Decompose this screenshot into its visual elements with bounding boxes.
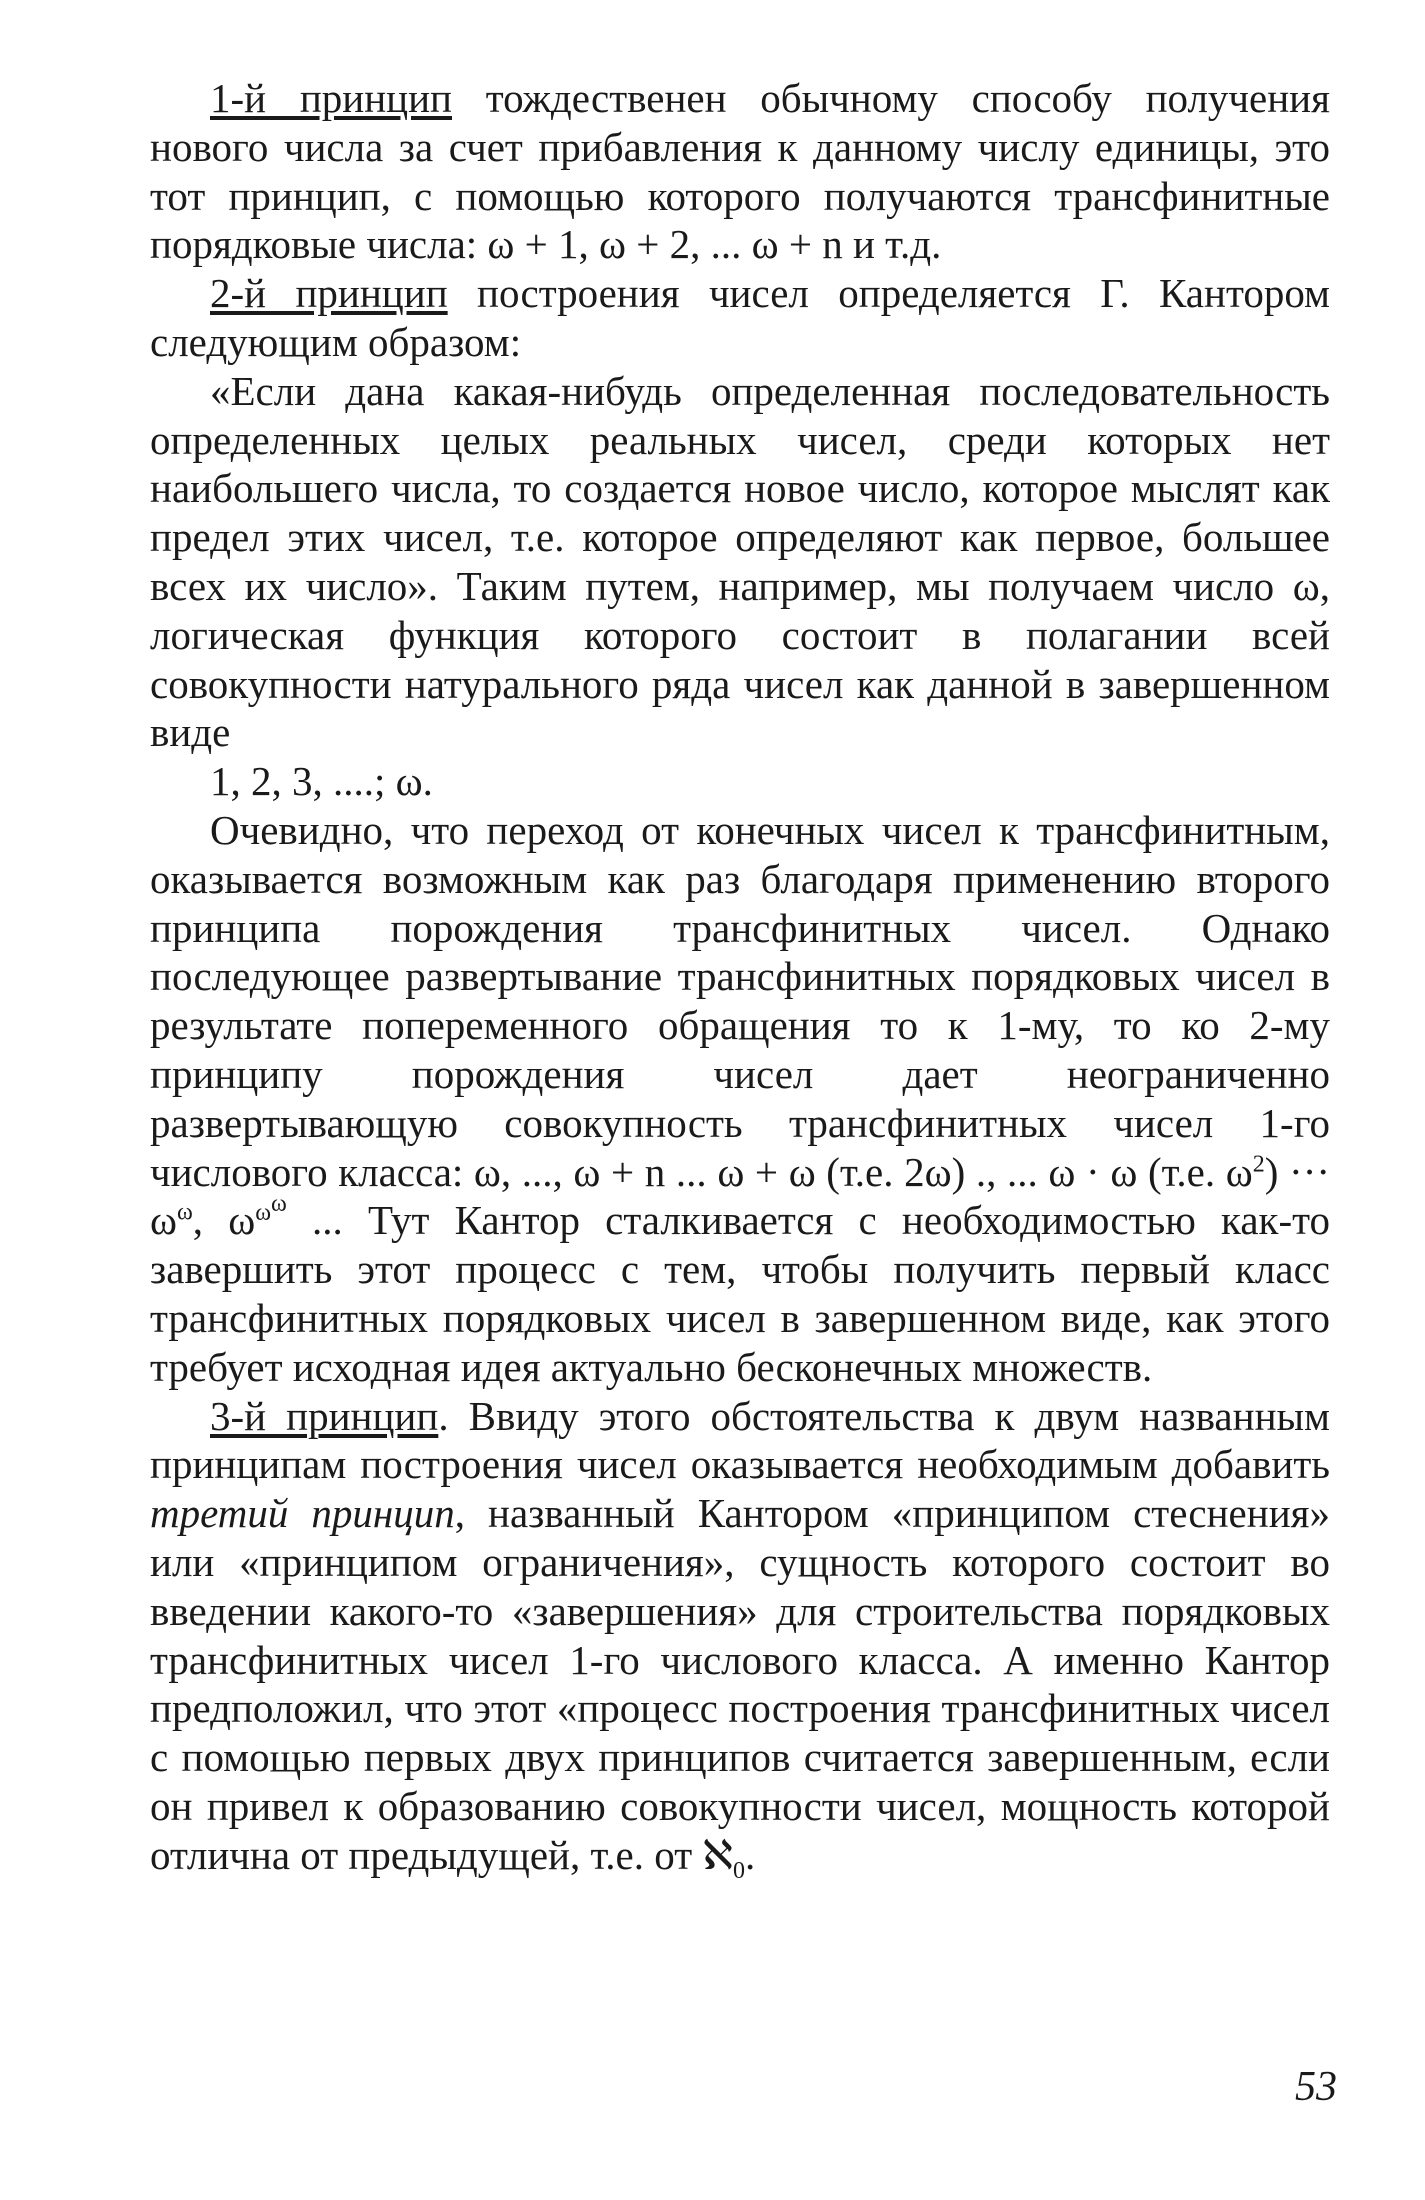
development-text-d: ... Тут Кантор сталкивается с необходимостью как-то завершить этот процесс с тем, чтобы получить первый класс трансфинитных порядковых чисел в завершенном виде, как этого требует исходная идея актуально бесконечных множеств. <box>150 1197 1330 1390</box>
omega-square-exponent: 2 <box>1252 1150 1265 1177</box>
third-principle-italic: третий принцип <box>150 1490 455 1537</box>
natural-sequence: 1, 2, 3, ....; ω. <box>210 758 433 805</box>
aleph-subscript: 0 <box>732 1857 745 1884</box>
second-principle-label: 2-й принцип <box>210 270 448 317</box>
third-principle-text-b: , названный Кантором «принципом стеснения» или «принципом ограничения», сущность которого состоит во введении какого-то «завершения» для строительства порядковых трансфинитных чисел 1-го числового класса. А именно Кантор предположил, что этот «процесс построения трансфинитных чисел с помощью первых двух принципов считается завершенным, если он привел к образованию совокупности чисел, мощность которой отлична от предыдущей, т.е. от ℵ <box>150 1490 1330 1878</box>
paragraph-second-principle <box>150 269 1330 367</box>
development-text-c: , ω <box>192 1197 256 1244</box>
first-principle-text: тождественен обычному способу получения нового числа за счет прибавления к данному числу единицы, это тот принцип, с помощью которого получаются трансфинитные порядковые числа: ω + 1, ω + 2, ... ω + n и т.д. <box>150 75 1330 268</box>
page-body <box>150 74 1330 2154</box>
first-principle-label: 1-й принцип <box>210 75 452 121</box>
omega-tower-exponent-top: ω <box>271 1190 287 1217</box>
omega-power-exponent: ω <box>177 1199 193 1226</box>
second-principle-text: построения чисел определяется Г. Кантором следующим образом: <box>150 270 1330 365</box>
third-principle-label: 3-й принцип <box>210 1392 439 1439</box>
page-number: 53 <box>1295 2064 1337 2110</box>
paragraph-transfinite-development <box>150 806 1330 1392</box>
development-text-a: Очевидно, что переход от конечных чисел к трансфинитным, оказывается возможным как раз благодаря применению второго принципа порождения трансфинитных чисел. Однако последующее развертывание трансфинитных порядковых чисел в результате попеременного обращения то к 1-му, то ко 2-му принципу порождения чисел дает неограниченно развертывающую совокупность трансфинитных чисел 1-го числового класса: ω, ..., ω + n ... ω + ω (т.е. 2ω) ., ... ω · ω (т.е. ω <box>150 806 1330 1195</box>
paragraph-first-principle <box>150 74 1330 269</box>
development-text-b: ) ··· ω <box>150 1148 1330 1244</box>
omega-tower-exponent: ωω <box>255 1190 287 1226</box>
third-principle-text-a: . Ввиду этого обстоятельства к двум названным принципам построения чисел оказывается необходимым добавить <box>150 1392 1330 1488</box>
third-principle-text-c: . <box>744 1831 756 1878</box>
paragraph-third-principle <box>150 1392 1330 1884</box>
cantor-quote-paragraph <box>150 367 1330 757</box>
cantor-quote-text: «Если дана какая-нибудь определенная последовательность определенных целых реальных чисел, среди которых нет наибольшего числа, то создается новое число, которое мыслят как предел этих чисел, т.е. которое определяют как первое, большее всех их число». Таким путем, например, мы получаем число ω, логическая функция которого состоит в полагании всей совокупности натурального ряда чисел как данной в завершенном виде <box>150 367 1330 756</box>
